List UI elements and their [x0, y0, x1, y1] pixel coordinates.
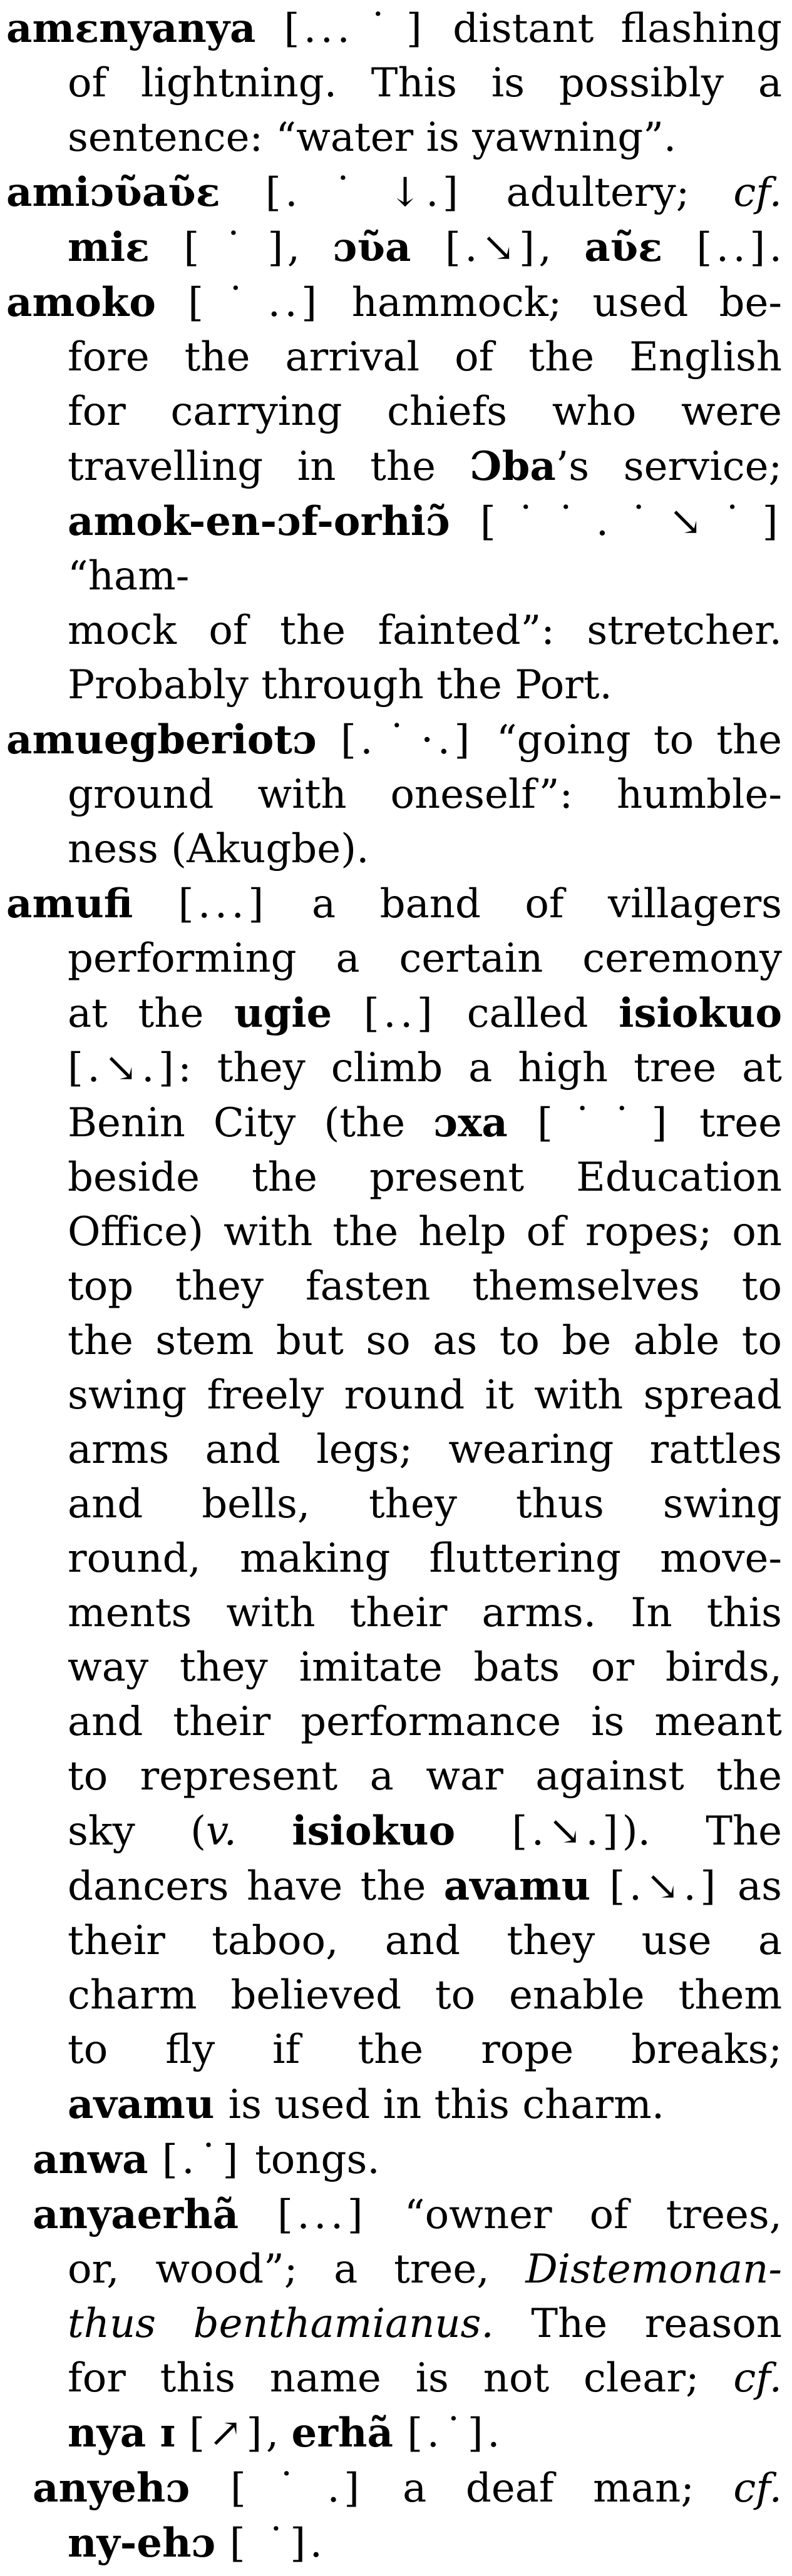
text-line [5, 1532, 782, 1586]
tone-notation: [..] [363, 990, 437, 1037]
text-run: adultery; [462, 170, 734, 216]
dictionary-entry [5, 2187, 782, 2461]
text-run: fore the arrival of the English [68, 334, 782, 380]
tone-notation: [↗] [189, 2410, 266, 2456]
text-line [5, 1695, 782, 1749]
text-line [5, 165, 782, 220]
headword: amoko [6, 279, 188, 326]
tone-notation: [.˙↓.] [265, 170, 463, 216]
text-line [5, 1749, 782, 1804]
headword: ɔʋ̃a [332, 224, 445, 271]
text-run: , [287, 225, 333, 271]
text-line [5, 1368, 782, 1423]
tone-notation: [˙] [183, 225, 287, 271]
text-line [5, 385, 782, 439]
text-run: tree [671, 1100, 783, 1146]
text-line [5, 1641, 782, 1695]
text-run: of lightning. This is possibly a [68, 60, 782, 106]
text-line [5, 604, 782, 658]
text-run: ments with their arms. In this [68, 1590, 782, 1636]
text-line [5, 1804, 782, 1859]
text-line [5, 822, 782, 877]
text-line [5, 658, 782, 713]
tone-notation: [.↘.] [512, 1808, 622, 1855]
text-run: way they imitate bats or birds, [68, 1644, 782, 1691]
text-run: swing freely round it with spread [68, 1372, 782, 1418]
text-run: a band of villagers [267, 881, 783, 927]
headword: ny-ehɔ [68, 2520, 230, 2567]
text-line [5, 56, 782, 111]
tone-notation: [˙.] [230, 2465, 364, 2512]
text-run: “ham- [68, 553, 190, 599]
text-run: . [309, 2520, 323, 2567]
text-line [5, 1914, 782, 1968]
text-line [5, 1151, 782, 1205]
text-run: “going to the [473, 717, 783, 763]
text-run: beside the present Education [68, 1154, 782, 1201]
text-line [5, 1586, 782, 1641]
text-line [5, 1, 782, 56]
text-line [5, 1041, 782, 1096]
text-line [5, 1314, 782, 1368]
text-run: and their performance is meant [68, 1699, 782, 1745]
dictionary-entry [5, 713, 782, 877]
text-line [5, 275, 782, 330]
dictionary-entry [5, 2461, 782, 2571]
text-line [5, 2297, 782, 2351]
headword: anyehɔ [33, 2465, 230, 2512]
tone-notation: [ ˙] [229, 2520, 310, 2567]
headword: erhã [291, 2410, 408, 2456]
text-line [5, 768, 782, 822]
text-run: the stem but so as to be able to [68, 1318, 782, 1364]
text-run: sky ( [68, 1808, 207, 1855]
tone-notation: [...] [277, 2192, 367, 2238]
text-line [5, 1205, 782, 1260]
text-run: arms and legs; wearing rattles [68, 1427, 782, 1473]
text-line [5, 439, 782, 494]
text-line [5, 2351, 782, 2406]
text-run: top they fasten themselves to [68, 1263, 782, 1310]
text-run: performing a certain ceremony [68, 935, 782, 982]
text-line [5, 2461, 782, 2516]
text-run: travelling in the [68, 444, 470, 490]
text-run: for this name is not clear; [68, 2355, 734, 2401]
text-line [5, 111, 782, 165]
text-line [5, 713, 782, 768]
tone-notation: [.˙·.] [340, 717, 474, 763]
text-run: or, wood”; a tree, [68, 2246, 526, 2293]
dictionary-entry [5, 2132, 782, 2187]
text-run: a deaf man; [363, 2465, 734, 2512]
text-line [5, 2406, 782, 2461]
text-run: to represent a war against the [68, 1753, 782, 1800]
headword: nya ɪ [68, 2410, 190, 2456]
text-line [5, 1423, 782, 1477]
italic-text: cf. [733, 170, 783, 216]
text-run: dancers have the [68, 1863, 444, 1910]
text-line [5, 2077, 782, 2132]
text-line [5, 2516, 782, 2571]
headword: aʋ̃ɛ [584, 224, 697, 271]
text-line [5, 932, 782, 986]
text-line [5, 1260, 782, 1314]
headword: anwa [33, 2136, 162, 2183]
text-run: , [265, 2410, 292, 2456]
text-line [5, 2243, 782, 2297]
italic-text: v. [206, 1808, 237, 1855]
dictionary-entry [5, 275, 782, 713]
text-run: Office) with the help of ropes; on [68, 1209, 782, 1255]
text-run: charm believed to enable them [68, 1972, 782, 2019]
headword: isiokuo [619, 990, 783, 1037]
text-line [5, 1477, 782, 1532]
italic-text: Distemonan- [525, 2246, 782, 2293]
text-run: “owner of trees, [366, 2192, 782, 2238]
text-run: at the [68, 990, 234, 1037]
text-line [5, 1859, 782, 1914]
text-line [5, 2187, 782, 2243]
text-line [5, 494, 782, 604]
tone-notation: [˙..] [188, 280, 321, 326]
headword: amɛnyanya [6, 5, 284, 52]
headword: amok-en-ɔf-orhiɔ̃ [68, 498, 480, 545]
text-line [5, 986, 782, 1041]
text-run: . [487, 2410, 500, 2456]
text-run: ground with oneself”: humble- [68, 771, 782, 818]
text-line [5, 1968, 782, 2023]
tone-notation: [...] [178, 881, 268, 927]
text-run: Probably through the Port. [68, 662, 612, 708]
text-run: their taboo, and they use a [68, 1918, 782, 1964]
text-run: ). The [622, 1808, 783, 1855]
text-run: to fly if the rope breaks; [68, 2027, 782, 2073]
text-run: called [436, 990, 619, 1037]
text-line [5, 220, 782, 275]
headword: anyaerhã [33, 2191, 277, 2238]
dictionary-entry [5, 1, 782, 165]
text-line [5, 2132, 782, 2187]
italic-text: cf. [733, 2465, 783, 2512]
headword: ɔxa [433, 1099, 537, 1146]
text-line [5, 1096, 782, 1151]
tone-notation: [˙˙] [537, 1100, 671, 1146]
text-line [5, 330, 782, 385]
text-run: round, making fluttering move- [68, 1535, 782, 1582]
tone-notation: [...˙] [284, 6, 426, 52]
text-run: hammock; used be- [321, 280, 783, 326]
dictionary-entry [5, 165, 782, 275]
headword: avamu [443, 1863, 610, 1910]
text-run: tongs. [242, 2137, 380, 2183]
tone-notation: [..] [696, 225, 769, 271]
text-run: is used in this charm. [228, 2082, 665, 2128]
headword: Ɔba [470, 443, 556, 490]
tone-notation: [.↘.] [68, 1045, 178, 1091]
headword: isiokuo [292, 1808, 512, 1855]
tone-notation: [.˙] [407, 2410, 488, 2456]
text-run: Benin City (the [68, 1100, 434, 1146]
dictionary-entry [5, 877, 782, 2132]
text-run: and bells, they thus swing [68, 1481, 782, 1527]
text-run: ness (Akugbe). [68, 826, 369, 872]
text-run [237, 1808, 292, 1855]
text-run: . [769, 225, 782, 271]
text-line [5, 877, 782, 932]
headword: amiɔʋ̃aʋ̃ɛ [6, 169, 265, 216]
tone-notation: [.˙] [162, 2137, 242, 2183]
headword: ugie [234, 990, 364, 1037]
headword: amuegberiotɔ [6, 716, 341, 763]
text-run: sentence: “water is yawning”. [68, 115, 677, 161]
text-run: ’s service; [555, 444, 783, 490]
text-run: : they climb a high tree at [178, 1045, 782, 1091]
text-run: distant flashing [426, 6, 783, 52]
tone-notation: [.↘] [445, 225, 539, 271]
headword: miɛ [68, 224, 184, 271]
headword: amufi [6, 880, 178, 927]
text-line [5, 2023, 782, 2077]
text-run: as [719, 1863, 782, 1910]
headword: avamu [68, 2081, 229, 2128]
text-run: The reason [493, 2301, 783, 2347]
text-run: , [538, 225, 585, 271]
italic-text: thus benthamianus. [68, 2301, 494, 2347]
tone-notation: [˙˙.˙↘˙] [480, 499, 782, 545]
text-run: for carrying chiefs who were [68, 389, 782, 435]
tone-notation: [.↘.] [609, 1863, 720, 1910]
text-run: mock of the fainted”: stretcher. [68, 608, 782, 654]
italic-text: cf. [733, 2355, 782, 2401]
